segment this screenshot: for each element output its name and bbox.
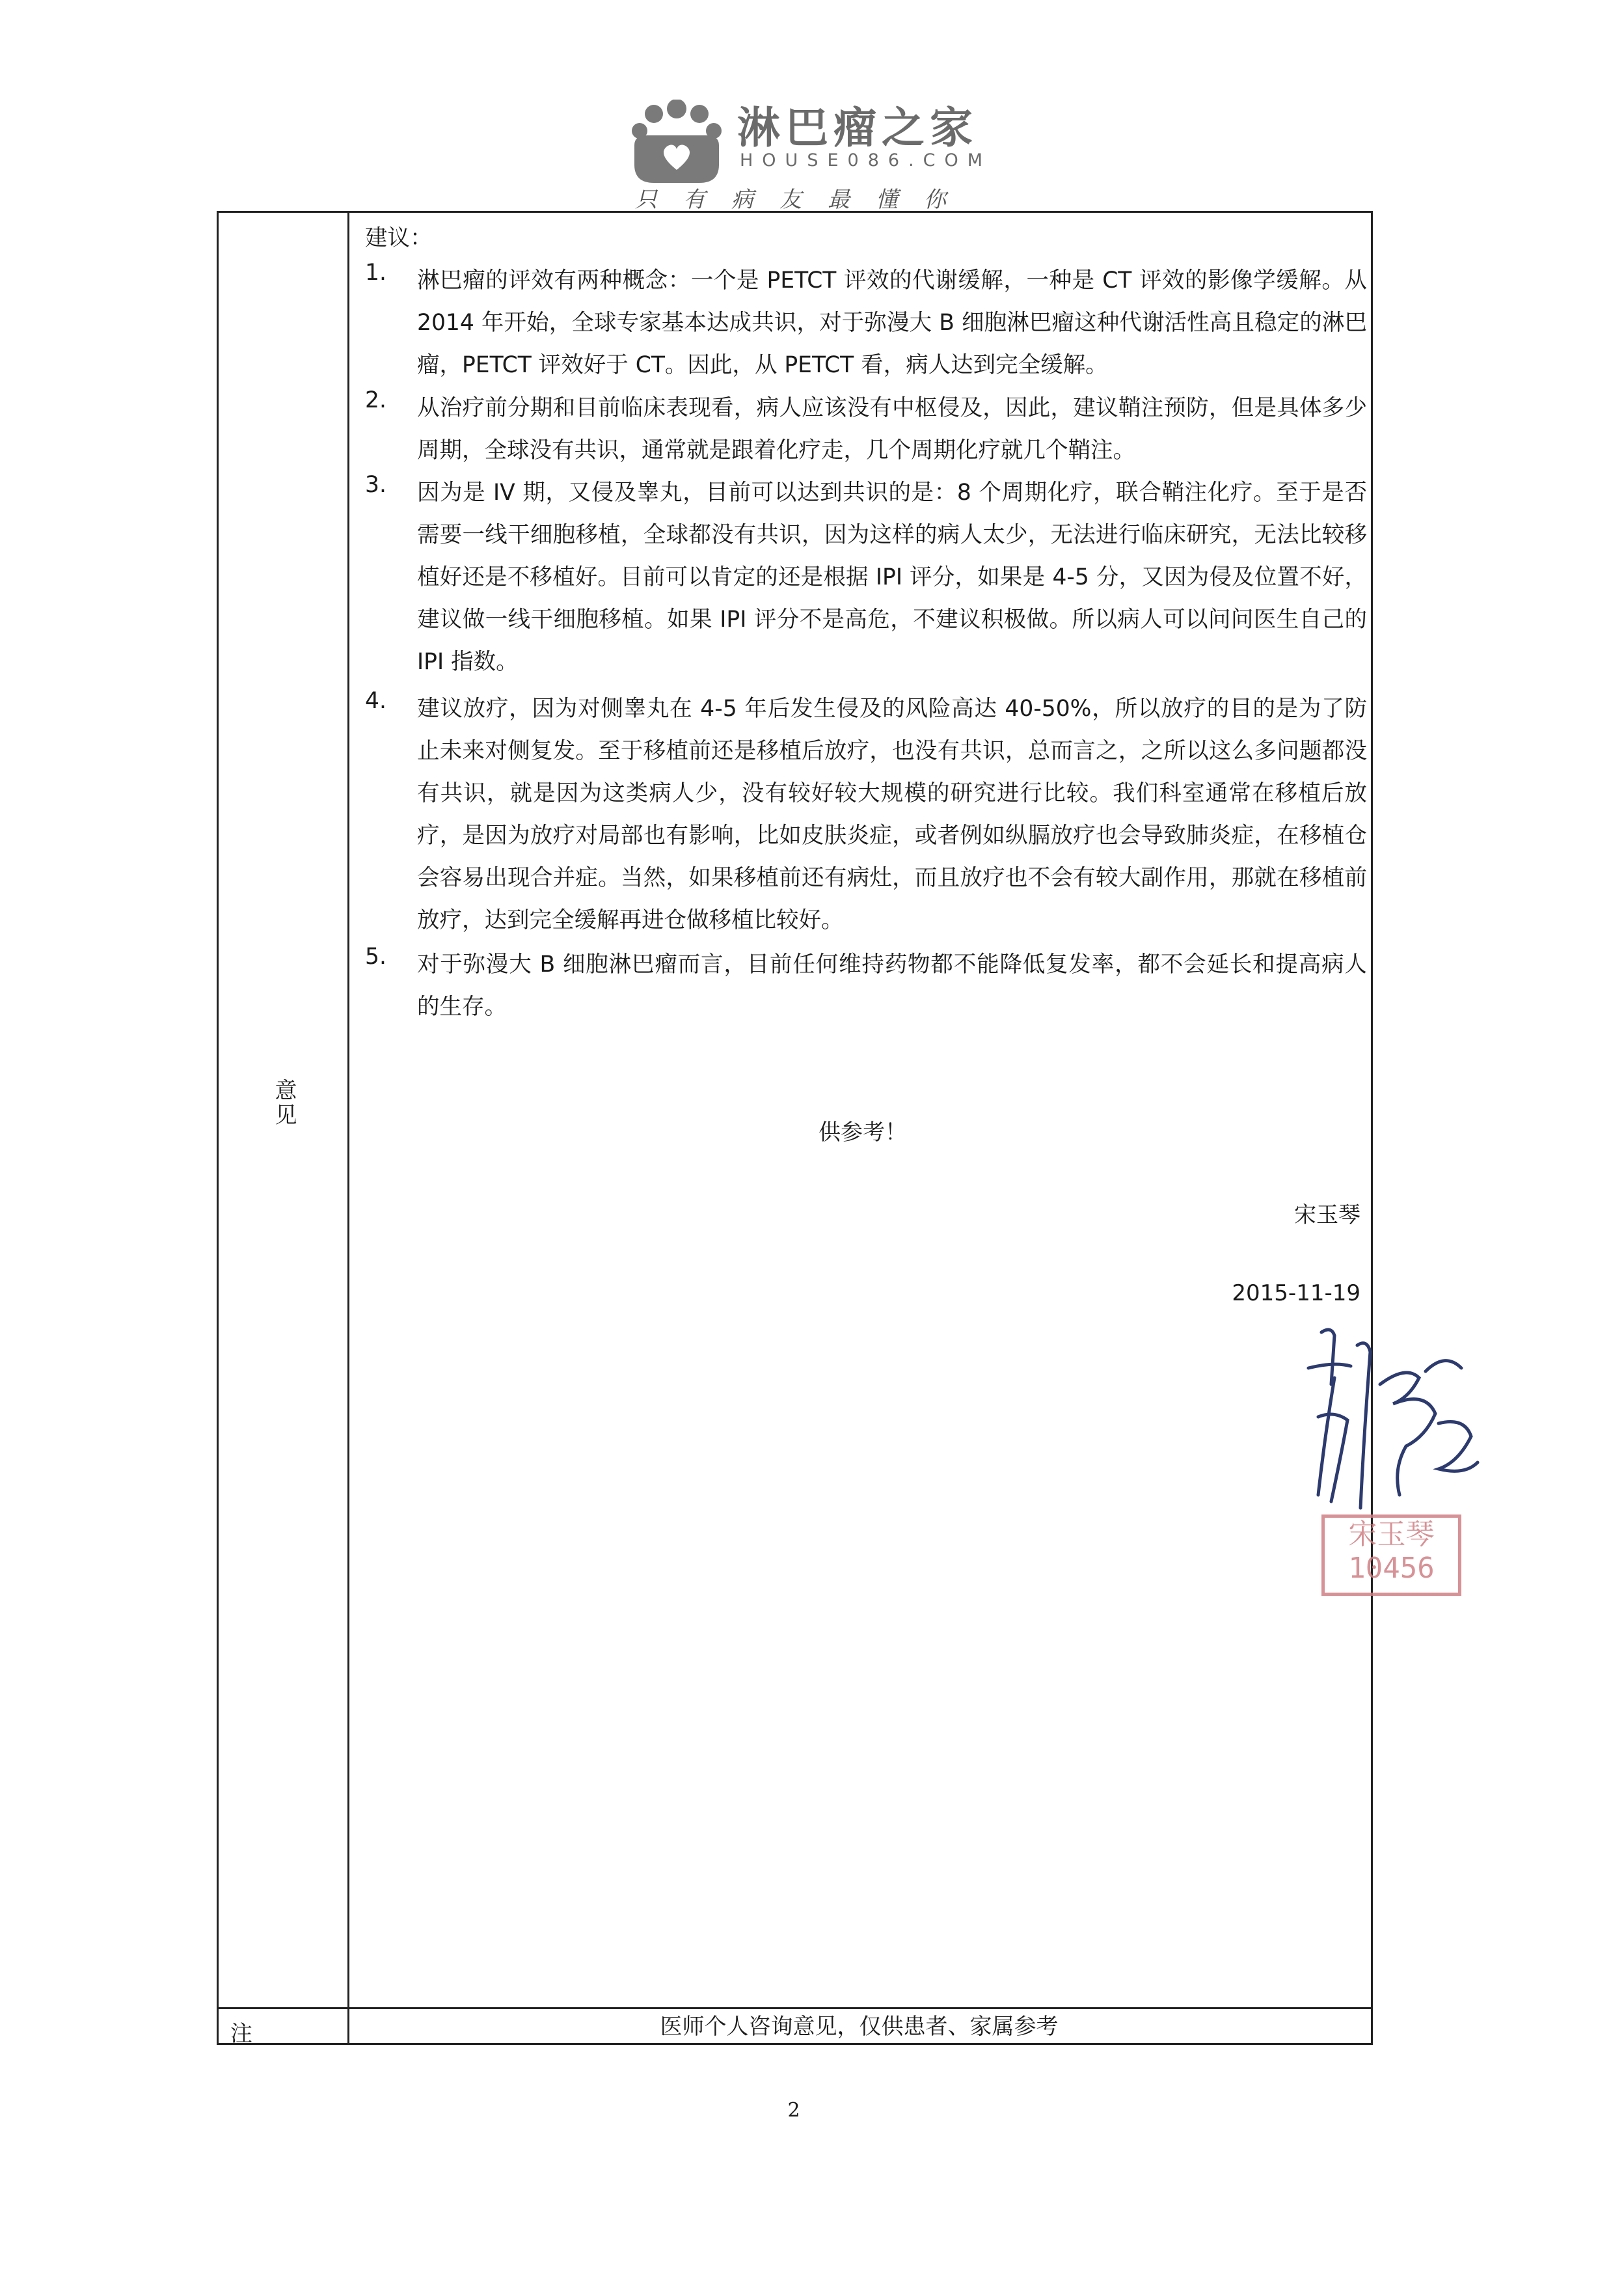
stamp-number: 10456	[1348, 1552, 1435, 1585]
item-text: 从治疗前分期和目前临床表现看，病人应该没有中枢侵及，因此，建议鞘注预防，但是具体多少周期，全球没有共识，通常就是跟着化疗走，几个周期化疗就几个鞘注。	[417, 395, 1367, 463]
signer-name: 宋玉琴	[1294, 1202, 1360, 1228]
note-text: 医师个人咨询意见，仅供患者、家属参考	[660, 2014, 1059, 2040]
item-text: 对于弥漫大 B 细胞淋巴瘤而言，目前任何维持药物都不能降低复发率，都不会延长和提高病人的生存。	[417, 952, 1367, 1020]
opinion-form	[217, 211, 1435, 2047]
seal-stamp	[1321, 1515, 1461, 1596]
list-item	[365, 472, 1367, 683]
item-text: 因为是 IV 期，又侵及睾丸，目前可以达到共识的是：8 个周期化疗，联合鞘注化疗。至于是否需要一线干细胞移植，全球都没有共识，因为这样的病人太少，无法进行临床研究，无法比较移植好还是不移植好。目前可以肯定的还是根据 IPI 评分，如果是 4-5 分，又因为侵及位置不好，建议做一线干细胞移植。如果 IPI 评分不是高危，不建议积极做。所以病人可以问问医生自己的 IPI 指数。	[417, 480, 1367, 675]
item-number: 2.	[365, 387, 386, 413]
item-number: 3.	[365, 472, 386, 498]
list-item	[365, 944, 1367, 1028]
item-number: 5.	[365, 944, 386, 970]
hands-heart-icon	[628, 100, 725, 184]
item-text: 建议放疗，因为对侧睾丸在 4-5 年后发生侵及的风险高达 40-50%，所以放疗的目的是为了防止未来对侧复发。至于移植前还是移植后放疗，也没有共识，总而言之，之所以这么多问题都没有共识，就是因为这类病人少，没有较好较大规模的研究进行比较。我们科室通常在移植后放疗，是因为放疗对局部也有影响，比如皮肤炎症，或者例如纵膈放疗也会导致肺炎症，在移植仓会容易出现合并症。当然，如果移植前还有病灶，而且放疗也不会有较大副作用，那就在移植前放疗，达到完全缓解再进仓做移植比较好。	[417, 696, 1367, 933]
list-item	[365, 387, 1367, 472]
list-item	[365, 260, 1367, 387]
brand-name: 淋巴瘤之家	[737, 103, 978, 153]
item-number: 4.	[365, 688, 386, 714]
item-text: 淋巴瘤的评效有两种概念：一个是 PETCT 评效的代谢缓解，一种是 CT 评效的影像学缓解。从 2014 年开始，全球专家基本达成共识，对于弥漫大 B 细胞淋巴瘤这种代谢活性高且稳定的淋巴瘤，PETCT 评效好于 CT。因此，从 PETCT 看，病人达到完全缓解。	[417, 267, 1367, 378]
stamp-name: 宋玉琴	[1348, 1518, 1435, 1551]
item-number: 1.	[365, 260, 386, 286]
site-logo	[628, 93, 992, 213]
note-label: 注	[230, 2021, 252, 2047]
signed-date: 2015-11-19	[1232, 1280, 1360, 1306]
page-number: 2	[787, 2099, 800, 2122]
brand-url: HOUSE086.COM	[740, 150, 992, 171]
intro-heading: 建议：	[365, 225, 433, 251]
for-reference-text: 供参考！	[819, 1119, 907, 1145]
opinion-label: 意见	[271, 1078, 297, 1128]
column-divider	[347, 213, 349, 2043]
list-item	[365, 688, 1367, 942]
brand-slogan: 只有病友最懂你	[635, 187, 972, 213]
handwritten-signature	[1295, 1306, 1484, 1515]
